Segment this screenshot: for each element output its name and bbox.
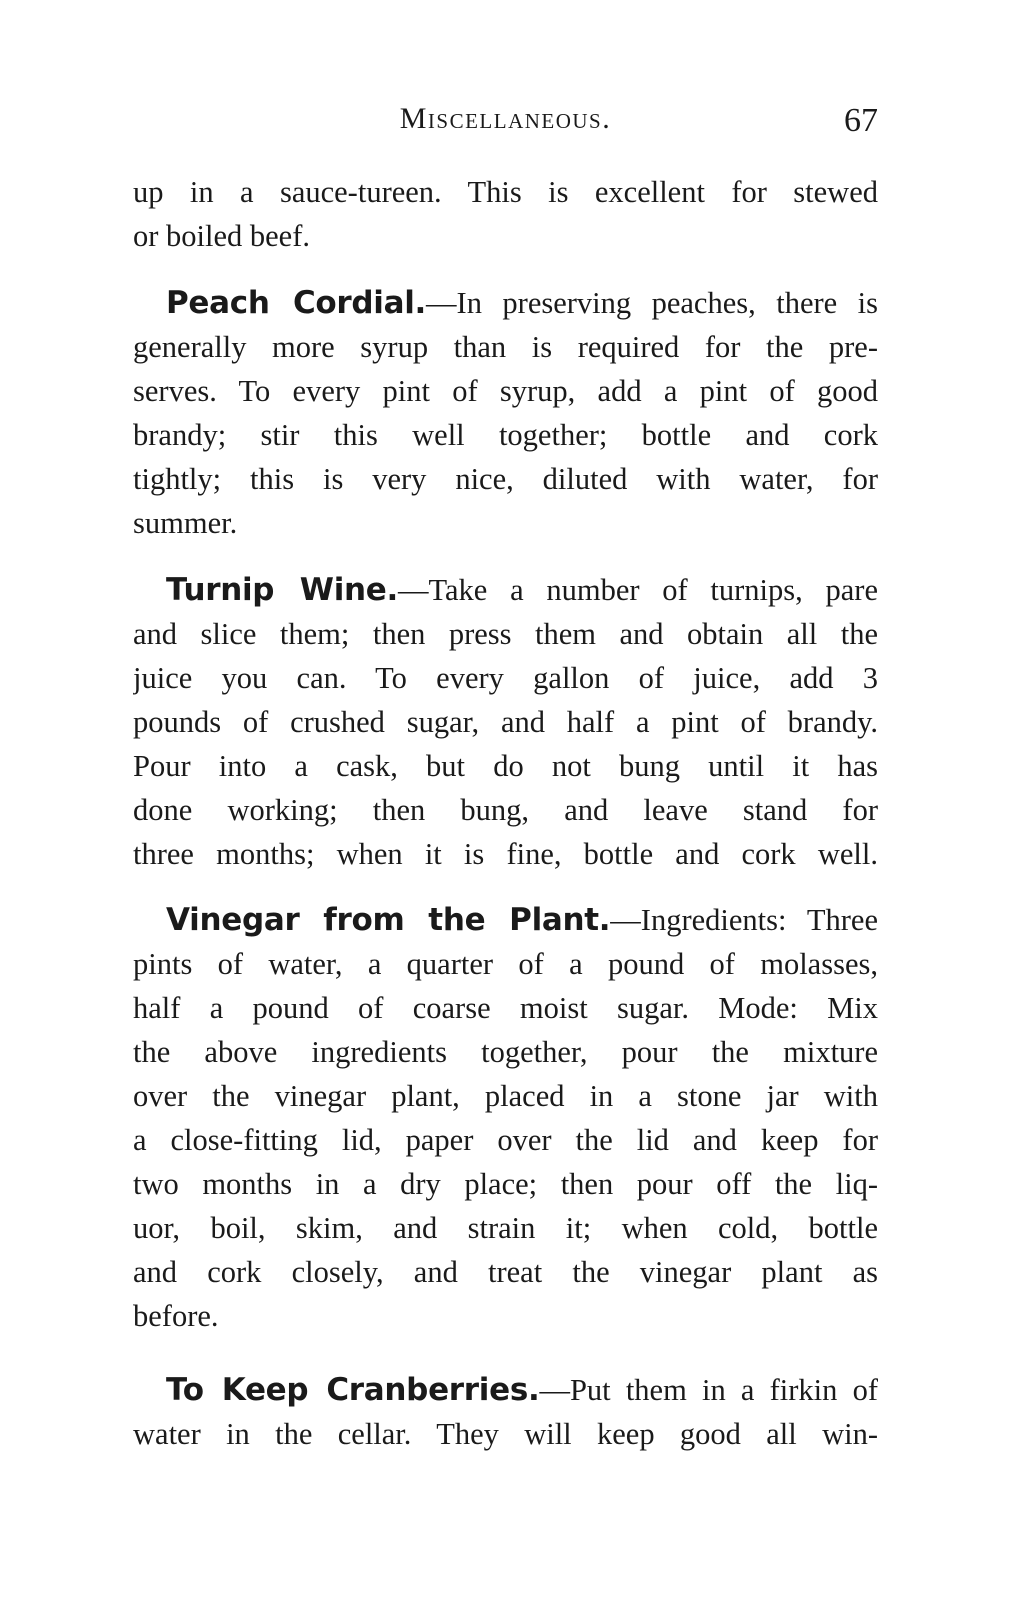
text-run: —Put them in a firkin of <box>539 1373 878 1407</box>
text-line: a close-fitting lid, paper over the lid and keep for <box>133 1123 878 1157</box>
recipe-first-line <box>166 898 878 942</box>
text-run: —Take a number of turnips, pare <box>398 573 878 607</box>
text-line: pints of water, a quarter of a pound of molasses, <box>133 947 878 981</box>
text-line: Pour into a cask, but do not bung until it has <box>133 749 878 783</box>
text-line: half a pound of coarse moist sugar. Mode: Mix <box>133 991 878 1025</box>
text-run: —Ingredients: Three <box>610 903 878 937</box>
recipe-heading: Turnip Wine. <box>166 572 398 608</box>
text-line: before. <box>133 1299 219 1333</box>
text-line: or boiled beef. <box>133 219 310 253</box>
text-line: over the vinegar plant, placed in a stone jar with <box>133 1079 878 1113</box>
running-head <box>133 102 878 142</box>
page-number: 67 <box>844 102 878 139</box>
recipe-first-line <box>166 1368 878 1412</box>
text-run: —In preserving peaches, there is <box>426 286 878 320</box>
recipe-heading: Peach Cordial. <box>166 285 427 321</box>
running-title: Miscellaneous. <box>399 102 612 135</box>
text-line: and slice them; then press them and obtain all the <box>133 617 878 651</box>
text-line: serves. To every pint of syrup, add a pint of good <box>133 374 878 408</box>
recipe-heading: To Keep Cranberries. <box>166 1372 540 1408</box>
text-line: generally more syrup than is required for the pre- <box>133 330 878 364</box>
text-line: three months; when it is fine, bottle and cork well. <box>133 837 878 871</box>
recipe-heading: Vinegar from the Plant. <box>166 902 611 938</box>
text-line: summer. <box>133 506 238 540</box>
text-line: water in the cellar. They will keep good all win- <box>133 1417 878 1451</box>
text-line: two months in a dry place; then pour off the liq- <box>133 1167 878 1201</box>
text-line: juice you can. To every gallon of juice, add 3 <box>133 661 878 695</box>
recipe-first-line <box>166 568 878 612</box>
text-line: done working; then bung, and leave stand for <box>133 793 878 827</box>
recipe-first-line <box>166 281 878 325</box>
text-line: and cork closely, and treat the vinegar plant as <box>133 1255 878 1289</box>
text-line: pounds of crushed sugar, and half a pint of brandy. <box>133 705 878 739</box>
text-line: up in a sauce-tureen. This is excellent for stewed <box>133 175 878 209</box>
text-line: uor, boil, skim, and strain it; when cold, bottle <box>133 1211 878 1245</box>
text-line: tightly; this is very nice, diluted with water, for <box>133 462 878 496</box>
text-line: the above ingredients together, pour the mixture <box>133 1035 878 1069</box>
text-line: brandy; stir this well together; bottle and cork <box>133 418 878 452</box>
